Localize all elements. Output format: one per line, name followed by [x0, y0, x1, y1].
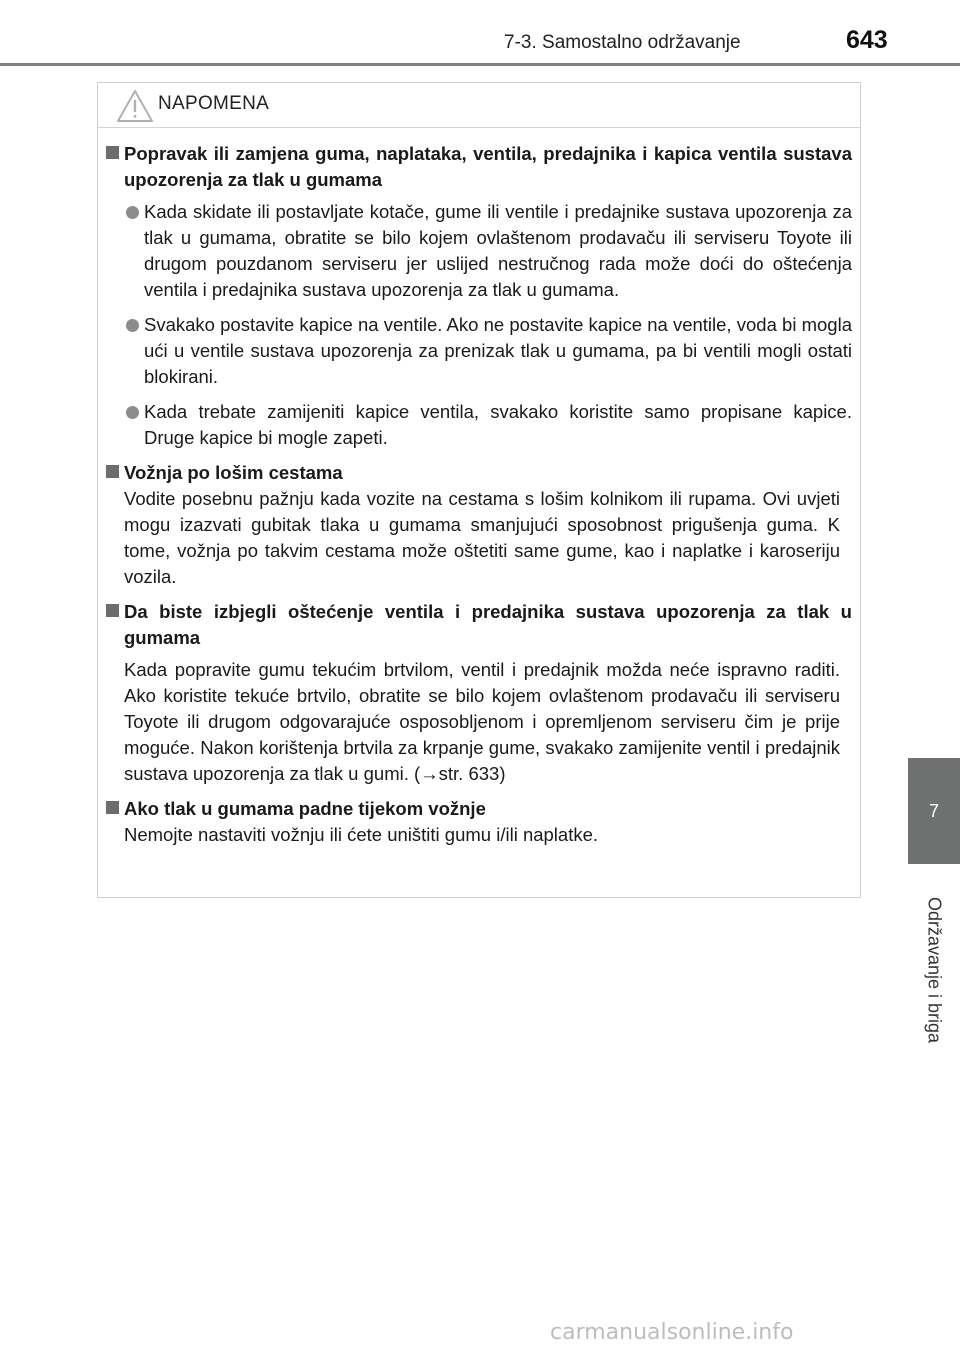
square-bullet-icon — [106, 801, 119, 814]
section-text: Nemojte nastaviti vožnju ili ćete uništiti gumu i/ili naplatke. — [124, 824, 599, 845]
section-pressure-drop — [98, 796, 860, 848]
list-item — [124, 199, 852, 303]
square-bullet-icon — [106, 146, 119, 159]
section-bad-roads — [98, 460, 860, 590]
list-item — [124, 312, 852, 390]
notice-box — [97, 82, 861, 898]
chapter-number: 7 — [928, 800, 939, 821]
page-number: 643 — [846, 26, 888, 54]
item-text: Kada skidate ili postavljate kotače, gume ili ventile i predajnike sustava upozorenja za tlak u gumama, obratite se bilo kojem ovlaštenom prodavaču ili serviseru Toyote ili drugom pouzdanom serviseru jer uslijed nestručnog rada može doći do oštećenja ventila i predajnika sustava upozorenja za tlak u gumama. — [144, 201, 852, 300]
section-tpms-repair — [98, 141, 860, 451]
header-rule — [0, 63, 960, 66]
section-heading: Popravak ili zamjena guma, naplataka, ventila, predajnika i kapica ventila sustava upozorenja za tlak u gumama — [124, 143, 852, 190]
section-heading: Da biste izbjegli oštećenje ventila i predajnika sustava upozorenja za tlak u gumama — [124, 601, 852, 648]
item-text: Kada trebate zamijeniti kapice ventila, svakako koristite samo propisane kapice. Druge kapice bi mogle zapeti. — [144, 401, 852, 448]
section-valve-damage — [98, 599, 860, 787]
round-bullet-icon — [126, 319, 139, 332]
chapter-tab — [908, 758, 960, 864]
list-item — [124, 399, 852, 451]
round-bullet-icon — [126, 406, 139, 419]
header-section-title: 7-3. Samostalno održavanje — [504, 32, 741, 53]
warning-triangle-icon — [115, 88, 155, 124]
section-text: Vodite posebnu pažnju kada vozite na cestama s lošim kolnikom ili rupama. Ovi uvjeti mogu izazvati gubitak tlaka u gumama smanjujući sposobnost prigušenja guma. K tome, vožnja po takvim cestama može oštetiti same gume, kao i naplatke i karoseriju vozila. — [124, 488, 840, 587]
notice-header — [98, 83, 860, 128]
square-bullet-icon — [106, 465, 119, 478]
notice-title: NAPOMENA — [158, 93, 270, 114]
chapter-label: Održavanje i briga — [924, 896, 945, 1044]
square-bullet-icon — [106, 604, 119, 617]
section-text: Kada popravite gumu tekućim brtvilom, ventil i predajnik možda neće ispravno raditi. Ako koristite tekuće brtvilo, obratite se bilo kojem ovlaštenom prodavaču ili serviseru Toyote ili drugom odgovarajuće osposobljenom i opremljenom serviseru čim je prije moguće. Nakon korištenja brtvila za krpanje gume, svakako zamijenite ventil i predajnik sustava upozorenja za tlak u gumi. (→str. 633) — [124, 659, 840, 784]
round-bullet-icon — [126, 206, 139, 219]
notice-content — [98, 141, 860, 857]
section-heading: Vožnja po lošim cestama — [124, 462, 343, 483]
watermark: carmanualsonline.info — [550, 1320, 794, 1345]
item-text: Svakako postavite kapice na ventile. Ako ne postavite kapice na ventile, voda bi mogla ući u ventile sustava upozorenja za prenizak tlak u gumama, pa bi ventili mogli ostati blokirani. — [144, 314, 852, 387]
section-heading: Ako tlak u gumama padne tijekom vožnje — [124, 798, 486, 819]
